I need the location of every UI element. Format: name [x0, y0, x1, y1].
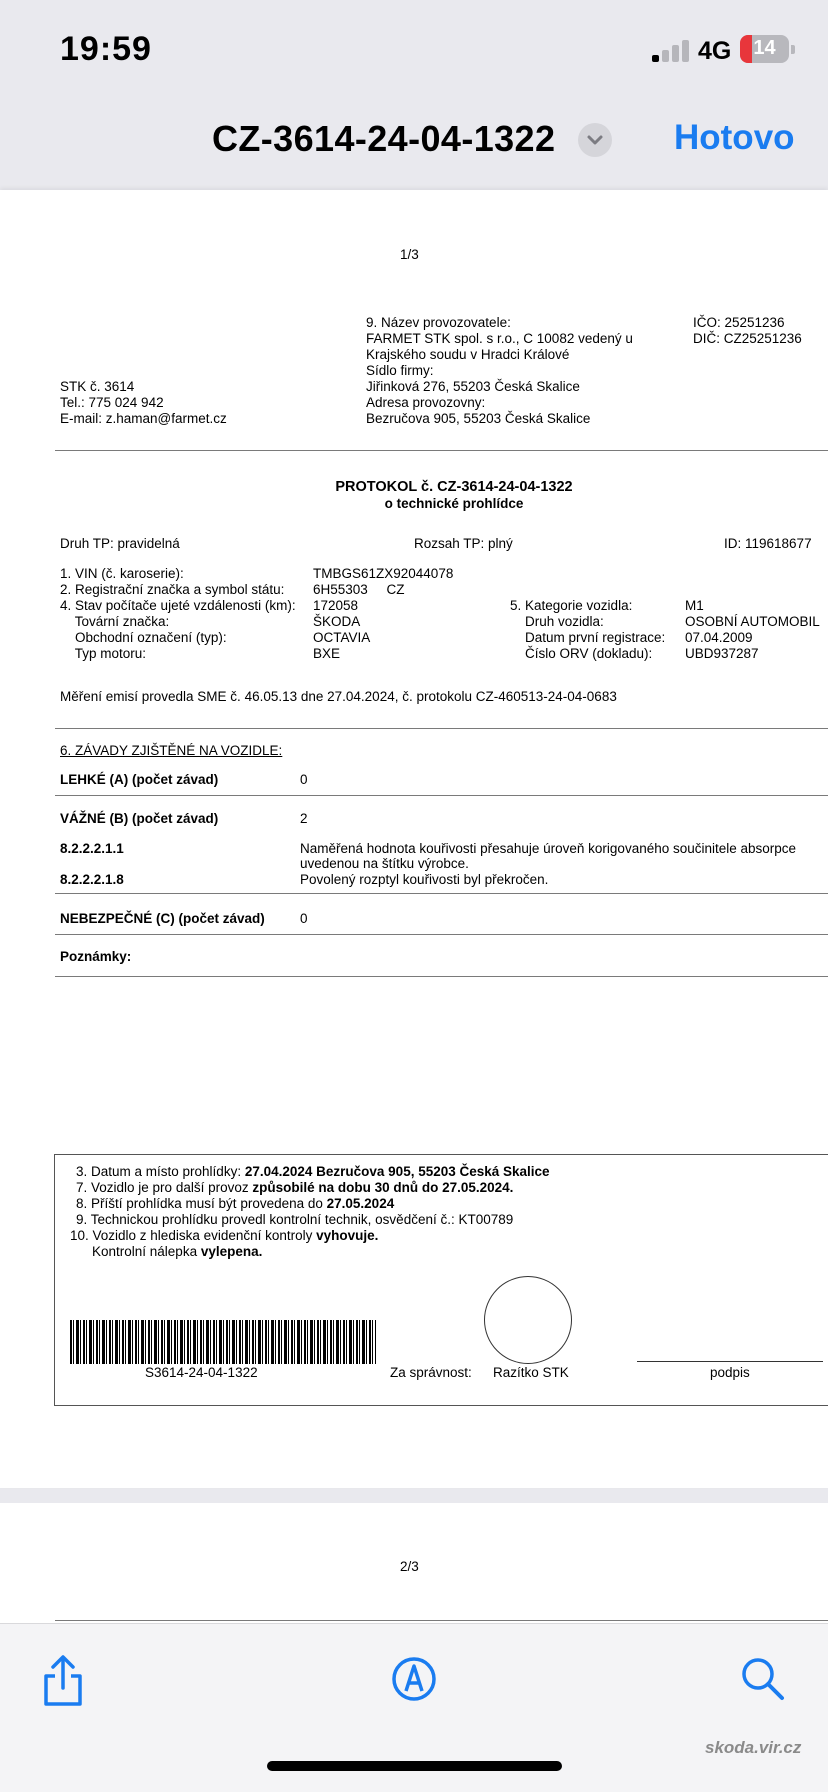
- watermark: skoda.vir.cz: [705, 1738, 802, 1757]
- station-email: E-mail: z.haman@farmet.cz: [60, 411, 227, 426]
- ico: IČO: 25251236: [693, 315, 785, 330]
- title-menu-button[interactable]: [578, 123, 612, 157]
- za-spravnost-label: Za správnost:: [390, 1365, 472, 1380]
- operator-line: Adresa provozovny:: [366, 395, 486, 410]
- signature-line: [637, 1361, 823, 1362]
- divider: [55, 728, 828, 729]
- done-button[interactable]: Hotovo: [674, 118, 795, 157]
- vehicle-value: OCTAVIA: [313, 630, 371, 645]
- search-icon: [740, 1656, 786, 1702]
- signature-label: podpis: [710, 1365, 750, 1380]
- page-number: 1/3: [400, 247, 419, 262]
- vehicle-value: 07.04.2009: [685, 630, 753, 645]
- document-title[interactable]: CZ-3614-24-04-1322: [212, 118, 556, 159]
- battery-level: 14: [753, 37, 776, 59]
- vehicle-label: Číslo ORV (dokladu):: [510, 646, 653, 661]
- protocol-title: PROTOKOL č. CZ-3614-24-04-1322: [335, 479, 573, 495]
- divider: [55, 934, 828, 935]
- pdf-page-2: [0, 1503, 828, 1623]
- markup-pen-icon: [391, 1656, 437, 1702]
- operator-line: Sídlo firmy:: [366, 363, 434, 378]
- share-icon: [40, 1654, 86, 1710]
- network-type: 4G: [698, 37, 732, 65]
- divider: [55, 450, 828, 451]
- roadworthiness: 7. Vozidlo je pro další provoz způsobilé na dobu 30 dnů do 27.05.2024.: [76, 1180, 514, 1195]
- inspection-date-place: 3. Datum a místo prohlídky: 27.04.2024 Bezručova 905, 55203 Česká Skalice: [76, 1164, 550, 1179]
- sticker-note: Kontrolní nálepka vylepena.: [92, 1244, 263, 1259]
- battery-icon: [740, 35, 789, 63]
- technician: 9. Technickou prohlídku provedl kontrolní technik, osvědčení č.: KT00789: [76, 1212, 514, 1227]
- light-defects-count: 0: [300, 772, 308, 787]
- emissions-note: Měření emisí provedla SME č. 46.05.13 dne 27.04.2024, č. protokolu CZ-460513-24-04-0683: [60, 689, 617, 704]
- vehicle-value: 172058: [313, 598, 359, 613]
- defect-text: uvedenou na štítku výrobce.: [300, 856, 469, 871]
- divider: [55, 1620, 828, 1621]
- vehicle-value: 6H55303 CZ: [313, 582, 405, 597]
- next-inspection: 8. Příští prohlídka musí být provedena do 27.05.2024: [76, 1196, 395, 1211]
- markup-button[interactable]: [391, 1656, 437, 1707]
- inspection-scope: Rozsah TP: plný: [414, 536, 513, 551]
- barcode: [70, 1320, 376, 1364]
- vehicle-value: M1: [685, 598, 704, 613]
- serious-defects-label: VÁŽNÉ (B) (počet závad): [60, 811, 219, 826]
- vehicle-value: BXE: [313, 646, 341, 661]
- defect-code: 8.2.2.2.1.8: [60, 872, 124, 887]
- operator-line: Krajského soudu v Hradci Králové: [366, 347, 570, 362]
- defect-text: Povolený rozptyl kouřivosti byl překročen.: [300, 872, 549, 887]
- stamp-circle: [484, 1276, 572, 1364]
- inspection-id: ID: 119618677: [724, 536, 812, 551]
- vehicle-label: Datum první registrace:: [510, 630, 666, 645]
- serious-defects-count: 2: [300, 811, 308, 826]
- protocol-subtitle: o technické prohlídce: [384, 496, 524, 511]
- inspection-type: Druh TP: pravidelná: [60, 536, 180, 551]
- divider: [55, 976, 828, 977]
- vehicle-label: Druh vozidla:: [510, 614, 604, 629]
- station-number: STK č. 3614: [60, 379, 135, 394]
- defects-heading: 6. ZÁVADY ZJIŠTĚNÉ NA VOZIDLE:: [60, 743, 283, 758]
- vehicle-label: 5. Kategorie vozidla:: [510, 598, 633, 613]
- vehicle-value: OSOBNÍ AUTOMOBIL: [685, 614, 820, 629]
- vehicle-label: 1. VIN (č. karoserie):: [60, 566, 184, 581]
- station-phone: Tel.: 775 024 942: [60, 395, 164, 410]
- status-bar: [0, 0, 828, 100]
- vehicle-value: UBD937287: [685, 646, 759, 661]
- home-indicator: [267, 1761, 562, 1771]
- vehicle-value: TMBGS61ZX92044078: [313, 566, 454, 581]
- dic: DIČ: CZ25251236: [693, 331, 802, 346]
- barcode-text: S3614-24-04-1322: [145, 1365, 258, 1380]
- battery-tip: [791, 45, 795, 54]
- dangerous-defects-count: 0: [300, 911, 308, 926]
- vehicle-label: Obchodní označení (typ):: [60, 630, 227, 645]
- vehicle-label: 4. Stav počítače ujeté vzdálenosti (km):: [60, 598, 296, 613]
- dangerous-defects-label: NEBEZPEČNÉ (C) (počet závad): [60, 911, 265, 926]
- page-number: 2/3: [400, 1559, 419, 1574]
- chevron-down-icon: [586, 132, 604, 148]
- pdf-page-1: [0, 190, 828, 1488]
- defect-text: Naměřená hodnota kouřivosti přesahuje úroveň korigovaného součinitele absorpce: [300, 841, 797, 856]
- share-button[interactable]: [40, 1654, 86, 1715]
- cellular-signal-icon: [652, 38, 692, 62]
- vehicle-value: ŠKODA: [313, 614, 361, 629]
- vehicle-label: Tovární značka:: [60, 614, 170, 629]
- operator-line: FARMET STK spol. s r.o., C 10082 vedený u: [366, 331, 633, 346]
- clock: 19:59: [60, 30, 152, 68]
- divider: [55, 893, 828, 894]
- registration-check: 10. Vozidlo z hlediska evidenční kontroly vyhovuje.: [70, 1228, 379, 1243]
- defect-code: 8.2.2.2.1.1: [60, 841, 124, 856]
- vehicle-label: 2. Registrační značka a symbol státu:: [60, 582, 285, 597]
- stamp-label: Razítko STK: [493, 1365, 569, 1380]
- notes-label: Poznámky:: [60, 949, 132, 964]
- operator-line: Bezručova 905, 55203 Česká Skalice: [366, 411, 591, 426]
- divider: [55, 795, 828, 796]
- vehicle-label: Typ motoru:: [60, 646, 147, 661]
- search-button[interactable]: [740, 1656, 786, 1707]
- operator-line: Jiřinková 276, 55203 Česká Skalice: [366, 379, 580, 394]
- operator-line: 9. Název provozovatele:: [366, 315, 511, 330]
- light-defects-label: LEHKÉ (A) (počet závad): [60, 772, 219, 787]
